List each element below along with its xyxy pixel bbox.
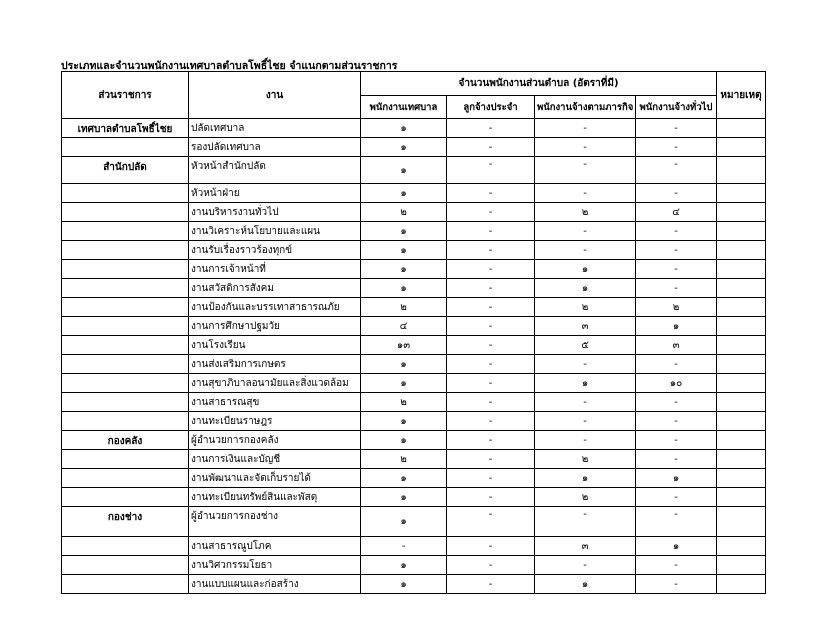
cell-perm: - [447, 317, 535, 336]
cell-perm: - [447, 556, 535, 575]
cell-mission: - [535, 157, 636, 184]
cell-job: งานพัฒนาและจัดเก็บรายได้ [189, 469, 361, 488]
cell-general: - [636, 393, 717, 412]
cell-general: ๑ [636, 317, 717, 336]
cell-perm: - [447, 260, 535, 279]
cell-staff: ๒ [361, 450, 447, 469]
cell-perm: - [447, 119, 535, 138]
cell-staff: ๑ [361, 241, 447, 260]
cell-job: งานการเจ้าหน้าที่ [189, 260, 361, 279]
cell-unit: สำนักปลัด [62, 157, 189, 184]
cell-note [717, 488, 766, 507]
cell-job: ปลัดเทศบาล [189, 119, 361, 138]
cell-staff: ๑ [361, 279, 447, 298]
cell-job: งานโรงเรียน [189, 336, 361, 355]
table-row [62, 469, 766, 488]
cell-job: รองปลัดเทศบาล [189, 138, 361, 157]
cell-unit [62, 488, 189, 507]
cell-note [717, 184, 766, 203]
cell-perm: - [447, 157, 535, 184]
cell-unit [62, 336, 189, 355]
cell-mission: - [535, 184, 636, 203]
table-row [62, 450, 766, 469]
cell-job: งานแบบแผนและก่อสร้าง [189, 575, 361, 594]
cell-note [717, 556, 766, 575]
cell-note [717, 393, 766, 412]
cell-general: - [636, 412, 717, 431]
staff-table [61, 71, 766, 594]
cell-unit: กองช่าง [62, 507, 189, 537]
cell-note [717, 260, 766, 279]
cell-unit [62, 317, 189, 336]
table-title: ประเภทและจำนวนพนักงานเทศบาลตำบลโพธิ์ไชย จำแนกตามส่วนราชการ [61, 60, 398, 72]
cell-perm: - [447, 412, 535, 431]
cell-perm: - [447, 450, 535, 469]
cell-unit [62, 184, 189, 203]
cell-staff: ๑ [361, 488, 447, 507]
cell-perm: - [447, 203, 535, 222]
cell-note [717, 298, 766, 317]
header-group: จำนวนพนักงานส่วนตำบล (อัตราที่มี) [361, 72, 717, 96]
cell-unit [62, 138, 189, 157]
cell-unit [62, 203, 189, 222]
cell-perm: - [447, 355, 535, 374]
cell-note [717, 336, 766, 355]
cell-mission: - [535, 222, 636, 241]
table-row [62, 119, 766, 138]
cell-perm: - [447, 184, 535, 203]
cell-perm: - [447, 469, 535, 488]
table-row [62, 279, 766, 298]
cell-general: - [636, 355, 717, 374]
cell-staff: ๒ [361, 203, 447, 222]
cell-unit [62, 575, 189, 594]
cell-mission: ๒ [535, 203, 636, 222]
cell-staff: ๑ [361, 575, 447, 594]
cell-general: - [636, 450, 717, 469]
cell-staff: ๑ [361, 431, 447, 450]
cell-job: งานการเงินและบัญชี [189, 450, 361, 469]
header-unit: ส่วนราชการ [62, 72, 189, 119]
cell-perm: - [447, 298, 535, 317]
cell-mission: - [535, 507, 636, 537]
cell-staff: ๑ [361, 355, 447, 374]
table-row [62, 575, 766, 594]
cell-staff: ๑ [361, 222, 447, 241]
cell-job: งานสาธารณสุข [189, 393, 361, 412]
cell-perm: - [447, 393, 535, 412]
table-row [62, 203, 766, 222]
cell-perm: - [447, 431, 535, 450]
table-row [62, 241, 766, 260]
cell-note [717, 469, 766, 488]
cell-note [717, 279, 766, 298]
cell-perm: - [447, 507, 535, 537]
cell-mission: - [535, 119, 636, 138]
cell-staff: ๑ [361, 184, 447, 203]
cell-general: - [636, 279, 717, 298]
cell-job: งานส่งเสริมการเกษตร [189, 355, 361, 374]
table-row [62, 537, 766, 556]
cell-staff: - [361, 537, 447, 556]
cell-note [717, 119, 766, 138]
cell-job: งานสุขาภิบาลอนามัยและสิ่งแวดล้อม [189, 374, 361, 393]
cell-unit [62, 450, 189, 469]
cell-general: - [636, 488, 717, 507]
table-row [62, 138, 766, 157]
header-perm: ลูกจ้างประจำ [447, 96, 535, 119]
cell-staff: ๒ [361, 298, 447, 317]
cell-unit [62, 469, 189, 488]
table-row [62, 431, 766, 450]
cell-unit: เทศบาลตำบลโพธิ์ไชย [62, 119, 189, 138]
table-row [62, 317, 766, 336]
table-row [62, 488, 766, 507]
table-row [62, 412, 766, 431]
cell-note [717, 157, 766, 184]
cell-general: ๓ [636, 336, 717, 355]
cell-mission: ๑ [535, 374, 636, 393]
cell-general: - [636, 138, 717, 157]
cell-note [717, 317, 766, 336]
cell-note [717, 222, 766, 241]
cell-perm: - [447, 575, 535, 594]
cell-staff: ๑ [361, 138, 447, 157]
table-row [62, 157, 766, 184]
cell-mission: ๒ [535, 450, 636, 469]
cell-perm: - [447, 537, 535, 556]
cell-mission: - [535, 355, 636, 374]
cell-mission: - [535, 138, 636, 157]
cell-staff: ๑ [361, 412, 447, 431]
cell-perm: - [447, 241, 535, 260]
cell-note [717, 355, 766, 374]
cell-general: - [636, 241, 717, 260]
cell-unit [62, 556, 189, 575]
table-row [62, 260, 766, 279]
cell-general: - [636, 222, 717, 241]
cell-mission: ๑ [535, 469, 636, 488]
cell-unit [62, 260, 189, 279]
cell-mission: - [535, 431, 636, 450]
cell-mission: - [535, 241, 636, 260]
cell-staff: ๒ [361, 393, 447, 412]
cell-mission: ๒ [535, 298, 636, 317]
cell-note [717, 203, 766, 222]
cell-staff: ๑ [361, 157, 447, 184]
cell-general: ๒ [636, 298, 717, 317]
cell-job: หัวหน้าฝ่าย [189, 184, 361, 203]
cell-staff: ๑ [361, 507, 447, 537]
table-row [62, 298, 766, 317]
cell-mission: ๓ [535, 317, 636, 336]
cell-unit: กองคลัง [62, 431, 189, 450]
cell-note [717, 374, 766, 393]
cell-mission: ๒ [535, 488, 636, 507]
cell-job: งานวิเคราะห์นโยบายและแผน [189, 222, 361, 241]
cell-mission: ๑ [535, 279, 636, 298]
cell-job: ผู้อำนวยการกองคลัง [189, 431, 361, 450]
cell-mission: ๓ [535, 537, 636, 556]
cell-perm: - [447, 374, 535, 393]
cell-general: ๑ [636, 469, 717, 488]
cell-general: ๔ [636, 203, 717, 222]
cell-job: งานทะเบียนราษฎร [189, 412, 361, 431]
cell-staff: ๑ [361, 119, 447, 138]
cell-staff: ๑๓ [361, 336, 447, 355]
cell-note [717, 450, 766, 469]
table-body [62, 119, 766, 594]
cell-note [717, 412, 766, 431]
cell-unit [62, 537, 189, 556]
cell-perm: - [447, 138, 535, 157]
cell-staff: ๑ [361, 469, 447, 488]
table-row [62, 222, 766, 241]
cell-perm: - [447, 336, 535, 355]
cell-general: - [636, 556, 717, 575]
cell-unit [62, 412, 189, 431]
cell-unit [62, 374, 189, 393]
cell-job: งานสวัสดิการสังคม [189, 279, 361, 298]
cell-note [717, 138, 766, 157]
table-row [62, 393, 766, 412]
table-row [62, 507, 766, 537]
cell-mission: - [535, 556, 636, 575]
table-row [62, 184, 766, 203]
header-staff: พนักงานเทศบาล [361, 96, 447, 119]
cell-general: - [636, 575, 717, 594]
cell-general: - [636, 431, 717, 450]
cell-unit [62, 393, 189, 412]
cell-mission: ๑ [535, 260, 636, 279]
cell-general: ๑ [636, 537, 717, 556]
cell-staff: ๑ [361, 556, 447, 575]
cell-job: หัวหน้าสำนักปลัด [189, 157, 361, 184]
table-row [62, 556, 766, 575]
cell-mission: - [535, 412, 636, 431]
cell-job: ผู้อำนวยการกองช่าง [189, 507, 361, 537]
cell-general: - [636, 507, 717, 537]
cell-staff: ๑ [361, 374, 447, 393]
cell-note [717, 537, 766, 556]
cell-job: งานรับเรื่องราวร้องทุกข์ [189, 241, 361, 260]
cell-unit [62, 279, 189, 298]
header-mission: พนักงานจ้างตามภารกิจ [535, 96, 636, 119]
cell-staff: ๑ [361, 260, 447, 279]
header-note: หมายเหตุ [717, 72, 766, 119]
cell-perm: - [447, 222, 535, 241]
cell-unit [62, 355, 189, 374]
table-row [62, 355, 766, 374]
cell-job: งานป้องกันและบรรเทาสาธารณภัย [189, 298, 361, 317]
cell-unit [62, 241, 189, 260]
cell-note [717, 241, 766, 260]
header-general: พนักงานจ้างทั่วไป [636, 96, 717, 119]
cell-note [717, 507, 766, 537]
cell-mission: - [535, 393, 636, 412]
cell-job: งานทะเบียนทรัพย์สินและพัสดุ [189, 488, 361, 507]
header-job: งาน [189, 72, 361, 119]
cell-staff: ๔ [361, 317, 447, 336]
cell-general: - [636, 157, 717, 184]
cell-general: - [636, 119, 717, 138]
cell-unit [62, 298, 189, 317]
table-row [62, 336, 766, 355]
cell-general: - [636, 260, 717, 279]
table-row [62, 374, 766, 393]
cell-job: งานสาธารณูปโภค [189, 537, 361, 556]
cell-general: - [636, 184, 717, 203]
cell-job: งานบริหารงานทั่วไป [189, 203, 361, 222]
cell-note [717, 431, 766, 450]
cell-unit [62, 222, 189, 241]
cell-job: งานวิศวกรรมโยธา [189, 556, 361, 575]
cell-job: งานการศึกษาปฐมวัย [189, 317, 361, 336]
cell-perm: - [447, 279, 535, 298]
cell-perm: - [447, 488, 535, 507]
cell-note [717, 575, 766, 594]
header-row-1 [62, 72, 766, 96]
cell-mission: ๑ [535, 575, 636, 594]
cell-mission: ๕ [535, 336, 636, 355]
cell-general: ๑๐ [636, 374, 717, 393]
